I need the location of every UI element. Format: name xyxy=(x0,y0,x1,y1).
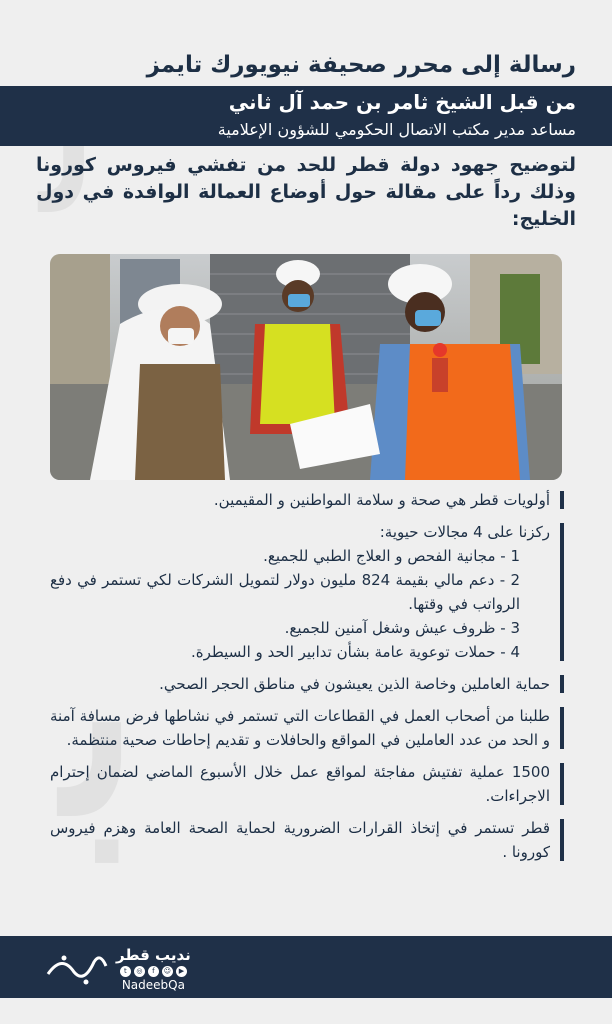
news-photo xyxy=(50,254,562,480)
list-item: أولويات قطر هي صحة و سلامة المواطنين و المقيمين. xyxy=(50,488,564,512)
list-item: حماية العاملين وخاصة الذين يعيشون في مناطق الحجر الصحي. xyxy=(50,672,564,696)
sub-item: 3 - ظروف عيش وشغل آمنين للجميع. xyxy=(284,619,520,637)
nadeeb-logo-icon xyxy=(42,944,112,988)
author-name: من قبل الشيخ ثامر بن حمد آل ثاني xyxy=(228,90,576,114)
brand-block xyxy=(116,946,191,992)
sub-item: 1 - مجانية الفحص و العلاج الطبي للجميع. xyxy=(263,547,520,565)
brand-name-arabic: نديب قطر xyxy=(116,946,191,964)
photo-construction-site-icon xyxy=(50,254,562,480)
list-item: قطر تستمر في إتخاذ القرارات الضرورية لحماية الصحة العامة وهزم فيروس كورونا . xyxy=(50,816,564,864)
page-title: رسالة إلى محرر صحيفة نيويورك تايمز xyxy=(146,52,576,78)
watermark-logo: ﺑ xyxy=(60,520,150,892)
list-item xyxy=(50,520,564,664)
brand-handle[interactable]: NadeebQa xyxy=(121,978,185,992)
twitter-icon[interactable]: t xyxy=(120,966,131,977)
youtube-icon[interactable]: ▶ xyxy=(176,966,187,977)
footer-bar xyxy=(0,936,612,998)
list-item: طلبنا من أصحاب العمل في القطاعات التي تستمر في نشاطها فرض مسافة آمنة و الحد من عدد العاملين في المواقع والحافلات و تقديم إحاطات صحية منتظمة. xyxy=(50,704,564,752)
instagram-icon[interactable]: ◎ xyxy=(134,966,145,977)
sub-item: 2 - دعم مالي بقيمة 824 مليون دولار لتمويل الشركات لكي تستمر في دفع الرواتب في وقتها. xyxy=(50,571,520,613)
social-icons xyxy=(116,966,191,977)
author-band xyxy=(0,86,612,146)
facebook-icon[interactable]: f xyxy=(148,966,159,977)
bullet-list xyxy=(50,488,564,872)
author-role: مساعد مدير مكتب الاتصال الحكومي للشؤون الإعلامية xyxy=(217,120,576,139)
snapchat-icon[interactable]: ☺ xyxy=(163,967,172,975)
sub-item: 4 - حملات توعوية عامة بشأن تدابير الحد و السيطرة. xyxy=(190,643,520,661)
list-item: 1500 عملية تفتيش مفاجئة لمواقع عمل خلال الأسبوع الماضي لضمان إحترام الاجراءات. xyxy=(50,760,564,808)
intro-text: لتوضيح جهود دولة قطر للحد من تفشي فيروس كورونا وذلك رداً على مقالة حول أوضاع العمالة الوافدة في دول الخليج: xyxy=(36,154,576,230)
list-item-heading: ركزنا على 4 مجالات حيوية: xyxy=(379,523,550,541)
